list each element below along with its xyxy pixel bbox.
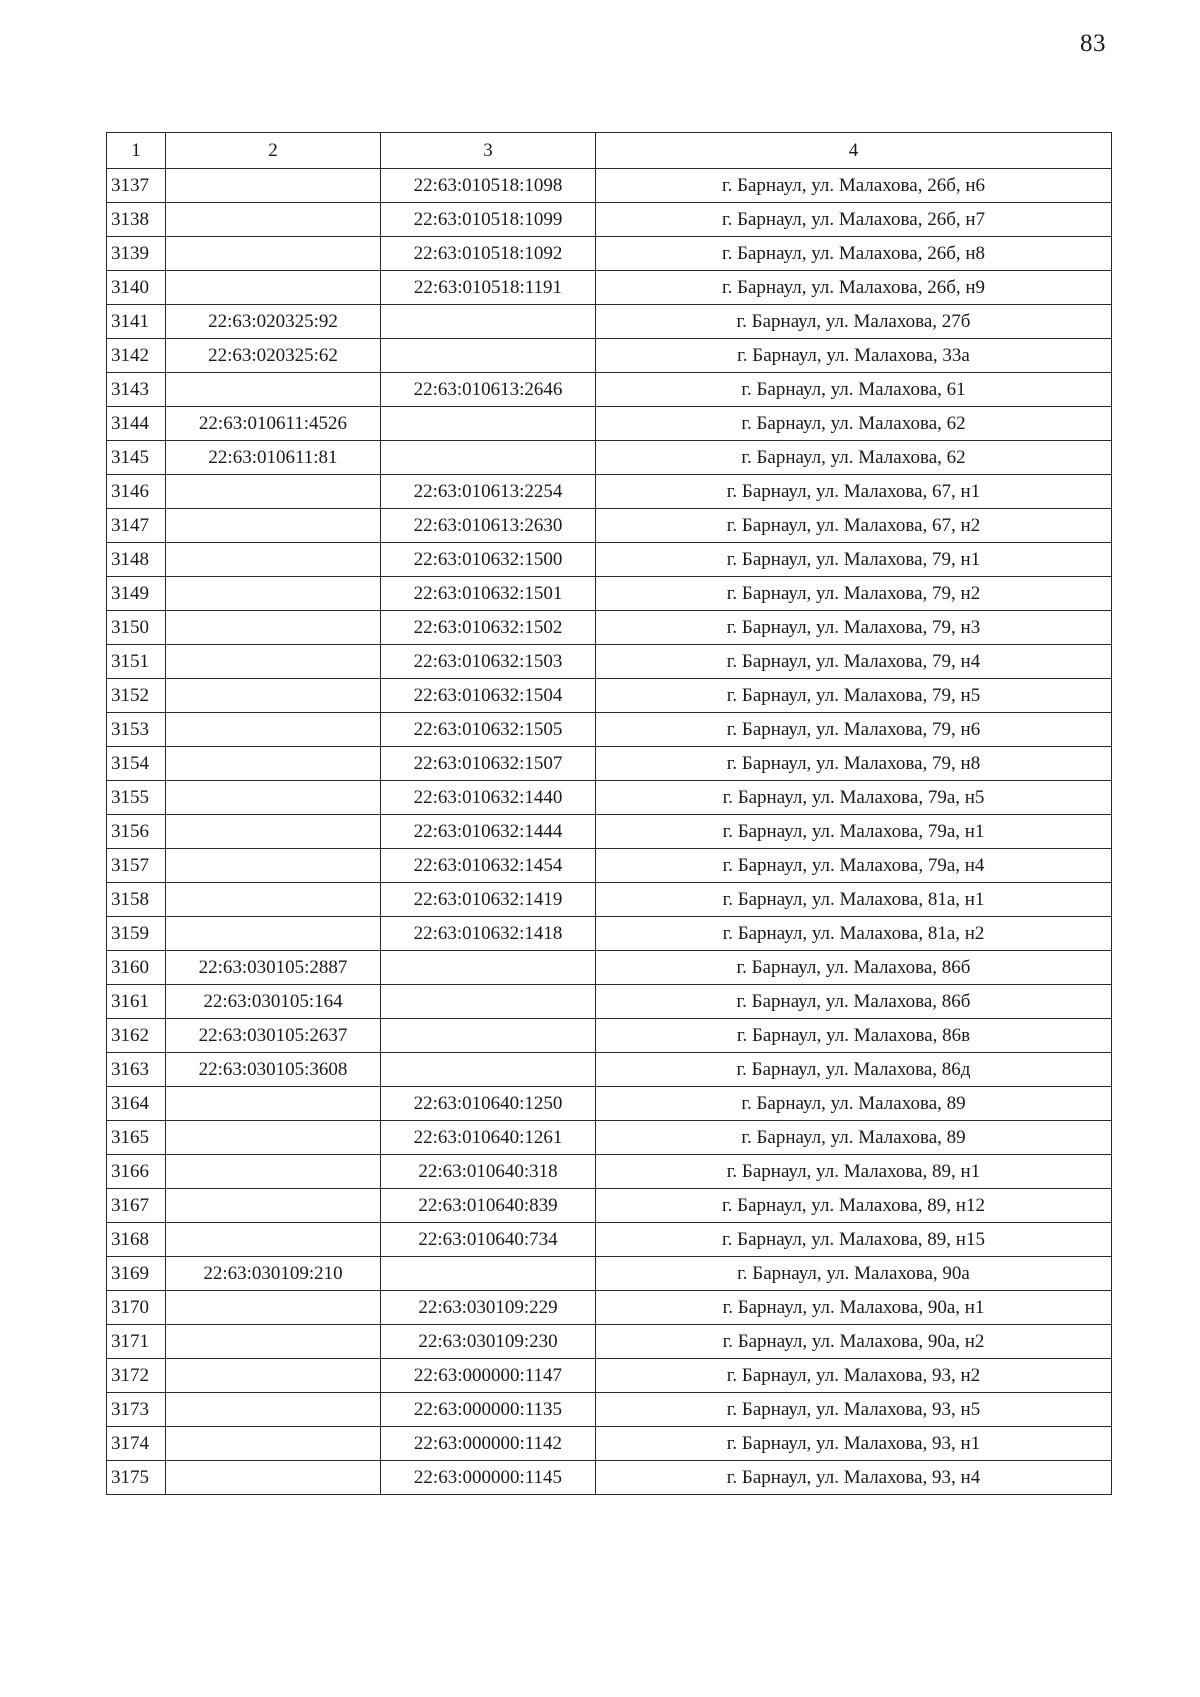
address-cell: г. Барнаул, ул. Малахова, 89, н15 bbox=[596, 1223, 1112, 1257]
table-body bbox=[107, 169, 1112, 1495]
row-number-cell: 3172 bbox=[107, 1359, 166, 1393]
header-row bbox=[107, 133, 1112, 169]
row-number-cell: 3153 bbox=[107, 713, 166, 747]
address-cell: г. Барнаул, ул. Малахова, 93, н1 bbox=[596, 1427, 1112, 1461]
address-cell: г. Барнаул, ул. Малахова, 86д bbox=[596, 1053, 1112, 1087]
address-cell: г. Барнаул, ул. Малахова, 27б bbox=[596, 305, 1112, 339]
table-row bbox=[107, 1257, 1112, 1291]
row-number-cell: 3146 bbox=[107, 475, 166, 509]
column-header-4: 4 bbox=[596, 133, 1112, 169]
row-number-cell: 3168 bbox=[107, 1223, 166, 1257]
cadastral-number-cell bbox=[166, 713, 381, 747]
table-row bbox=[107, 339, 1112, 373]
cadastral-number-alt-cell bbox=[381, 441, 596, 475]
address-cell: г. Барнаул, ул. Малахова, 61 bbox=[596, 373, 1112, 407]
row-number-cell: 3144 bbox=[107, 407, 166, 441]
cadastral-number-cell bbox=[166, 1461, 381, 1495]
address-cell: г. Барнаул, ул. Малахова, 33а bbox=[596, 339, 1112, 373]
address-cell: г. Барнаул, ул. Малахова, 89, н1 bbox=[596, 1155, 1112, 1189]
row-number-cell: 3170 bbox=[107, 1291, 166, 1325]
cadastral-number-alt-cell: 22:63:000000:1135 bbox=[381, 1393, 596, 1427]
address-cell: г. Барнаул, ул. Малахова, 90а bbox=[596, 1257, 1112, 1291]
cadastral-number-alt-cell: 22:63:010640:1250 bbox=[381, 1087, 596, 1121]
address-cell: г. Барнаул, ул. Малахова, 89, н12 bbox=[596, 1189, 1112, 1223]
cadastral-number-cell: 22:63:030105:2887 bbox=[166, 951, 381, 985]
row-number-cell: 3140 bbox=[107, 271, 166, 305]
table-row bbox=[107, 1461, 1112, 1495]
cadastral-number-cell: 22:63:030105:3608 bbox=[166, 1053, 381, 1087]
address-cell: г. Барнаул, ул. Малахова, 93, н4 bbox=[596, 1461, 1112, 1495]
table-row bbox=[107, 1087, 1112, 1121]
page-number: 83 bbox=[1080, 30, 1106, 57]
row-number-cell: 3154 bbox=[107, 747, 166, 781]
cadastral-number-alt-cell: 22:63:010632:1505 bbox=[381, 713, 596, 747]
cadastral-number-cell bbox=[166, 1121, 381, 1155]
address-cell: г. Барнаул, ул. Малахова, 26б, н6 bbox=[596, 169, 1112, 203]
table-row bbox=[107, 271, 1112, 305]
cadastral-number-cell: 22:63:030105:2637 bbox=[166, 1019, 381, 1053]
address-cell: г. Барнаул, ул. Малахова, 90а, н1 bbox=[596, 1291, 1112, 1325]
table-row bbox=[107, 1223, 1112, 1257]
cadastral-number-alt-cell: 22:63:010640:1261 bbox=[381, 1121, 596, 1155]
cadastral-number-cell bbox=[166, 781, 381, 815]
row-number-cell: 3165 bbox=[107, 1121, 166, 1155]
row-number-cell: 3143 bbox=[107, 373, 166, 407]
row-number-cell: 3142 bbox=[107, 339, 166, 373]
row-number-cell: 3159 bbox=[107, 917, 166, 951]
address-cell: г. Барнаул, ул. Малахова, 26б, н9 bbox=[596, 271, 1112, 305]
table-row bbox=[107, 543, 1112, 577]
cadastral-number-cell bbox=[166, 1291, 381, 1325]
table-row bbox=[107, 951, 1112, 985]
table-row bbox=[107, 1121, 1112, 1155]
cadastral-number-alt-cell bbox=[381, 1053, 596, 1087]
cadastral-number-alt-cell: 22:63:030109:230 bbox=[381, 1325, 596, 1359]
cadastral-number-cell: 22:63:010611:81 bbox=[166, 441, 381, 475]
cadastral-number-cell bbox=[166, 1359, 381, 1393]
cadastral-number-cell bbox=[166, 883, 381, 917]
cadastral-number-cell bbox=[166, 543, 381, 577]
table-row bbox=[107, 645, 1112, 679]
table-row bbox=[107, 1427, 1112, 1461]
address-cell: г. Барнаул, ул. Малахова, 93, н5 bbox=[596, 1393, 1112, 1427]
table-row bbox=[107, 883, 1112, 917]
row-number-cell: 3175 bbox=[107, 1461, 166, 1495]
row-number-cell: 3173 bbox=[107, 1393, 166, 1427]
cadastral-number-cell bbox=[166, 1325, 381, 1359]
cadastral-number-cell: 22:63:020325:62 bbox=[166, 339, 381, 373]
column-header-3: 3 bbox=[381, 133, 596, 169]
table-row bbox=[107, 917, 1112, 951]
address-cell: г. Барнаул, ул. Малахова, 79, н3 bbox=[596, 611, 1112, 645]
address-cell: г. Барнаул, ул. Малахова, 79, н8 bbox=[596, 747, 1112, 781]
cadastral-number-cell bbox=[166, 1189, 381, 1223]
row-number-cell: 3158 bbox=[107, 883, 166, 917]
row-number-cell: 3141 bbox=[107, 305, 166, 339]
cadastral-number-cell bbox=[166, 815, 381, 849]
row-number-cell: 3164 bbox=[107, 1087, 166, 1121]
cadastral-number-cell bbox=[166, 849, 381, 883]
cadastral-number-cell: 22:63:030105:164 bbox=[166, 985, 381, 1019]
cadastral-number-cell: 22:63:010611:4526 bbox=[166, 407, 381, 441]
address-cell: г. Барнаул, ул. Малахова, 79а, н4 bbox=[596, 849, 1112, 883]
cadastral-number-alt-cell: 22:63:010613:2630 bbox=[381, 509, 596, 543]
table-row bbox=[107, 1053, 1112, 1087]
table-row bbox=[107, 1359, 1112, 1393]
row-number-cell: 3150 bbox=[107, 611, 166, 645]
address-cell: г. Барнаул, ул. Малахова, 62 bbox=[596, 441, 1112, 475]
cadastral-number-cell bbox=[166, 679, 381, 713]
table-row bbox=[107, 1155, 1112, 1189]
table-row bbox=[107, 1325, 1112, 1359]
row-number-cell: 3147 bbox=[107, 509, 166, 543]
cadastral-number-alt-cell: 22:63:010632:1503 bbox=[381, 645, 596, 679]
row-number-cell: 3137 bbox=[107, 169, 166, 203]
row-number-cell: 3157 bbox=[107, 849, 166, 883]
address-cell: г. Барнаул, ул. Малахова, 79, н5 bbox=[596, 679, 1112, 713]
table-row bbox=[107, 577, 1112, 611]
address-cell: г. Барнаул, ул. Малахова, 79, н1 bbox=[596, 543, 1112, 577]
address-cell: г. Барнаул, ул. Малахова, 79а, н1 bbox=[596, 815, 1112, 849]
row-number-cell: 3149 bbox=[107, 577, 166, 611]
row-number-cell: 3155 bbox=[107, 781, 166, 815]
cadastral-number-alt-cell: 22:63:010632:1418 bbox=[381, 917, 596, 951]
table-row bbox=[107, 611, 1112, 645]
cadastral-number-alt-cell: 22:63:010632:1501 bbox=[381, 577, 596, 611]
row-number-cell: 3160 bbox=[107, 951, 166, 985]
table-row bbox=[107, 305, 1112, 339]
row-number-cell: 3148 bbox=[107, 543, 166, 577]
cadastral-number-alt-cell: 22:63:010613:2646 bbox=[381, 373, 596, 407]
address-cell: г. Барнаул, ул. Малахова, 79а, н5 bbox=[596, 781, 1112, 815]
cadastral-number-alt-cell: 22:63:010632:1444 bbox=[381, 815, 596, 849]
cadastral-number-alt-cell bbox=[381, 339, 596, 373]
address-cell: г. Барнаул, ул. Малахова, 86в bbox=[596, 1019, 1112, 1053]
cadastral-number-cell: 22:63:020325:92 bbox=[166, 305, 381, 339]
cadastral-number-cell bbox=[166, 169, 381, 203]
cadastral-number-alt-cell: 22:63:010632:1507 bbox=[381, 747, 596, 781]
cadastral-number-cell bbox=[166, 1155, 381, 1189]
cadastral-number-alt-cell: 22:63:010518:1099 bbox=[381, 203, 596, 237]
registry-table bbox=[106, 132, 1112, 1495]
address-cell: г. Барнаул, ул. Малахова, 79, н2 bbox=[596, 577, 1112, 611]
cadastral-number-alt-cell: 22:63:010640:318 bbox=[381, 1155, 596, 1189]
row-number-cell: 3166 bbox=[107, 1155, 166, 1189]
cadastral-number-alt-cell: 22:63:010632:1454 bbox=[381, 849, 596, 883]
cadastral-number-alt-cell: 22:63:010518:1092 bbox=[381, 237, 596, 271]
cadastral-number-cell bbox=[166, 917, 381, 951]
cadastral-number-alt-cell bbox=[381, 1019, 596, 1053]
cadastral-number-cell bbox=[166, 1393, 381, 1427]
table-row bbox=[107, 169, 1112, 203]
cadastral-number-cell bbox=[166, 373, 381, 407]
table-row bbox=[107, 237, 1112, 271]
address-cell: г. Барнаул, ул. Малахова, 86б bbox=[596, 985, 1112, 1019]
cadastral-number-alt-cell bbox=[381, 305, 596, 339]
cadastral-number-alt-cell: 22:63:000000:1147 bbox=[381, 1359, 596, 1393]
cadastral-number-cell bbox=[166, 747, 381, 781]
cadastral-number-cell bbox=[166, 611, 381, 645]
row-number-cell: 3156 bbox=[107, 815, 166, 849]
cadastral-number-alt-cell: 22:63:030109:229 bbox=[381, 1291, 596, 1325]
cadastral-number-alt-cell: 22:63:010640:734 bbox=[381, 1223, 596, 1257]
table-row bbox=[107, 1019, 1112, 1053]
cadastral-number-alt-cell: 22:63:010632:1500 bbox=[381, 543, 596, 577]
cadastral-number-alt-cell bbox=[381, 951, 596, 985]
table-row bbox=[107, 373, 1112, 407]
address-cell: г. Барнаул, ул. Малахова, 26б, н8 bbox=[596, 237, 1112, 271]
address-cell: г. Барнаул, ул. Малахова, 89 bbox=[596, 1121, 1112, 1155]
row-number-cell: 3138 bbox=[107, 203, 166, 237]
address-cell: г. Барнаул, ул. Малахова, 67, н1 bbox=[596, 475, 1112, 509]
address-cell: г. Барнаул, ул. Малахова, 62 bbox=[596, 407, 1112, 441]
cadastral-number-alt-cell: 22:63:010632:1419 bbox=[381, 883, 596, 917]
table-row bbox=[107, 509, 1112, 543]
cadastral-number-alt-cell bbox=[381, 1257, 596, 1291]
cadastral-number-alt-cell: 22:63:010613:2254 bbox=[381, 475, 596, 509]
address-cell: г. Барнаул, ул. Малахова, 89 bbox=[596, 1087, 1112, 1121]
column-header-1: 1 bbox=[107, 133, 166, 169]
cadastral-number-alt-cell: 22:63:010632:1440 bbox=[381, 781, 596, 815]
table-row bbox=[107, 475, 1112, 509]
row-number-cell: 3171 bbox=[107, 1325, 166, 1359]
row-number-cell: 3161 bbox=[107, 985, 166, 1019]
row-number-cell: 3174 bbox=[107, 1427, 166, 1461]
address-cell: г. Барнаул, ул. Малахова, 90а, н2 bbox=[596, 1325, 1112, 1359]
table-row bbox=[107, 441, 1112, 475]
cadastral-number-alt-cell: 22:63:010518:1191 bbox=[381, 271, 596, 305]
cadastral-number-alt-cell: 22:63:000000:1142 bbox=[381, 1427, 596, 1461]
cadastral-number-cell bbox=[166, 509, 381, 543]
cadastral-number-alt-cell: 22:63:000000:1145 bbox=[381, 1461, 596, 1495]
row-number-cell: 3139 bbox=[107, 237, 166, 271]
table-row bbox=[107, 679, 1112, 713]
cadastral-number-alt-cell: 22:63:010632:1504 bbox=[381, 679, 596, 713]
table-row bbox=[107, 1393, 1112, 1427]
cadastral-number-cell: 22:63:030109:210 bbox=[166, 1257, 381, 1291]
table-row bbox=[107, 985, 1112, 1019]
cadastral-number-cell bbox=[166, 645, 381, 679]
table-row bbox=[107, 849, 1112, 883]
cadastral-number-alt-cell: 22:63:010640:839 bbox=[381, 1189, 596, 1223]
address-cell: г. Барнаул, ул. Малахова, 26б, н7 bbox=[596, 203, 1112, 237]
row-number-cell: 3151 bbox=[107, 645, 166, 679]
cadastral-number-cell bbox=[166, 475, 381, 509]
table-row bbox=[107, 747, 1112, 781]
address-cell: г. Барнаул, ул. Малахова, 79, н6 bbox=[596, 713, 1112, 747]
table-row bbox=[107, 815, 1112, 849]
cadastral-number-cell bbox=[166, 237, 381, 271]
cadastral-number-cell bbox=[166, 271, 381, 305]
row-number-cell: 3152 bbox=[107, 679, 166, 713]
cadastral-number-alt-cell: 22:63:010632:1502 bbox=[381, 611, 596, 645]
address-cell: г. Барнаул, ул. Малахова, 67, н2 bbox=[596, 509, 1112, 543]
table-row bbox=[107, 781, 1112, 815]
row-number-cell: 3145 bbox=[107, 441, 166, 475]
table-row bbox=[107, 713, 1112, 747]
cadastral-number-cell bbox=[166, 577, 381, 611]
address-cell: г. Барнаул, ул. Малахова, 93, н2 bbox=[596, 1359, 1112, 1393]
table-row bbox=[107, 1291, 1112, 1325]
cadastral-number-cell bbox=[166, 1427, 381, 1461]
cadastral-number-alt-cell: 22:63:010518:1098 bbox=[381, 169, 596, 203]
address-cell: г. Барнаул, ул. Малахова, 86б bbox=[596, 951, 1112, 985]
cadastral-number-alt-cell bbox=[381, 985, 596, 1019]
row-number-cell: 3162 bbox=[107, 1019, 166, 1053]
cadastral-number-cell bbox=[166, 1087, 381, 1121]
row-number-cell: 3167 bbox=[107, 1189, 166, 1223]
row-number-cell: 3163 bbox=[107, 1053, 166, 1087]
address-cell: г. Барнаул, ул. Малахова, 81а, н1 bbox=[596, 883, 1112, 917]
row-number-cell: 3169 bbox=[107, 1257, 166, 1291]
cadastral-number-alt-cell bbox=[381, 407, 596, 441]
column-header-2: 2 bbox=[166, 133, 381, 169]
table-row bbox=[107, 203, 1112, 237]
address-cell: г. Барнаул, ул. Малахова, 79, н4 bbox=[596, 645, 1112, 679]
table-row bbox=[107, 1189, 1112, 1223]
cadastral-number-cell bbox=[166, 203, 381, 237]
cadastral-number-cell bbox=[166, 1223, 381, 1257]
table-row bbox=[107, 407, 1112, 441]
table-header bbox=[107, 133, 1112, 169]
address-cell: г. Барнаул, ул. Малахова, 81а, н2 bbox=[596, 917, 1112, 951]
